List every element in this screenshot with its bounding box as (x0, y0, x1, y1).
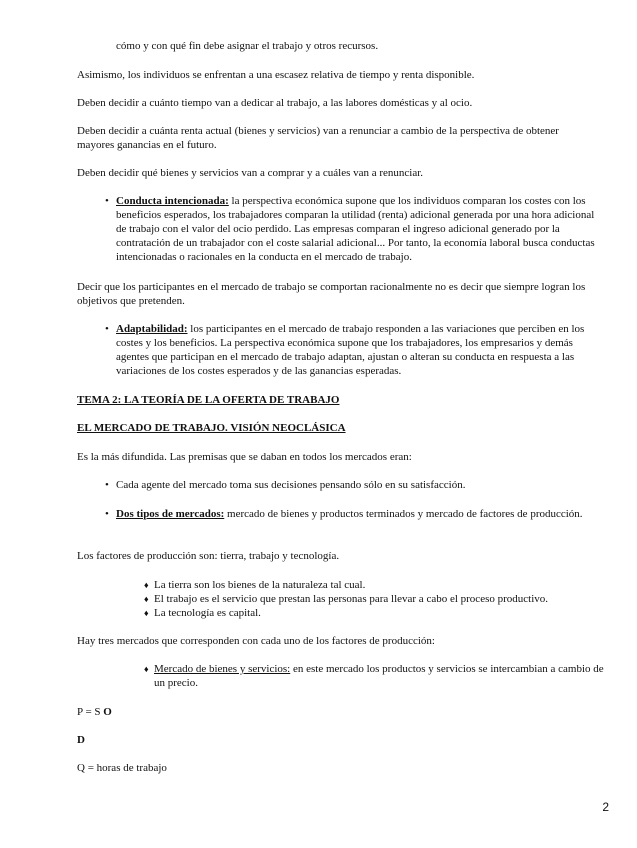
q-definition: Q = horas de trabajo (77, 762, 167, 774)
page-number: 2 (602, 800, 609, 814)
formula-prefix: P = S (77, 706, 104, 718)
term-mercado-bienes: Mercado de bienes y servicios: (154, 663, 291, 675)
bullet-dot-icon: • (105, 195, 109, 207)
diamond-text: en este mercado los productos y servicios se intercambian a cambio de un precio. (154, 663, 604, 689)
bullet-conducta-intencionada (105, 194, 595, 264)
diamond-bullet-icon: ♦ (144, 608, 149, 618)
term-dos-tipos: Dos tipos de mercados: (116, 508, 225, 520)
bullet-dot-icon: • (105, 323, 109, 335)
diamond-text: El trabajo es el servicio que prestan las personas para llevar a cabo el proceso productivo. (154, 593, 549, 605)
paragraph-difundida: Es la más difundida. Las premisas que se daban en todos los mercados eran: (77, 451, 412, 463)
paragraph-renta-line2: mayores ganancias en el futuro. (77, 139, 217, 151)
paragraph-escasez: Asimismo, los individuos se enfrentan a una escasez relativa de tiempo y renta disponible. (77, 69, 475, 81)
diamond-bullet-icon: ♦ (144, 580, 149, 590)
term-conducta: Conducta intencionada: (116, 195, 229, 207)
formula-line (77, 705, 605, 719)
formula-bold-o: O (103, 706, 112, 718)
diamond-item-mercado-bienes (144, 662, 604, 690)
paragraph-tres-mercados: Hay tres mercados que corresponden con cada uno de los factores de producción: (77, 635, 435, 647)
diamond-item-trabajo (144, 592, 604, 606)
paragraph-factores: Los factores de producción son: tierra, trabajo y tecnología. (77, 550, 340, 562)
paragraph-tiempo: Deben decidir a cuánto tiempo van a dedicar al trabajo, a las labores domésticas y al ocio. (77, 97, 473, 109)
letter-d: D (77, 734, 85, 746)
diamond-text: La tierra son los bienes de la naturaleza tal cual. (154, 579, 366, 591)
heading-mercado-trabajo: EL MERCADO DE TRABAJO. VISIÓN NEOCLÁSICA (77, 422, 346, 434)
paragraph-renta-line1: Deben decidir a cuánta renta actual (bienes y servicios) van a renunciar a cambio de la perspectiva de obtener (77, 125, 559, 137)
bullet-text: mercado de bienes y productos terminados y mercado de factores de producción. (224, 508, 583, 520)
bullet-dos-tipos (105, 507, 595, 521)
diamond-bullet-icon: ♦ (144, 594, 149, 604)
bullet-text: Cada agente del mercado toma sus decisiones pensando sólo en su satisfacción. (116, 479, 466, 491)
diamond-text: La tecnología es capital. (154, 607, 261, 619)
diamond-bullet-icon: ♦ (144, 664, 149, 674)
paragraph-bienes: Deben decidir qué bienes y servicios van a comprar y a cuáles van a renunciar. (77, 167, 424, 179)
bullet-adaptabilidad (105, 322, 595, 378)
heading-tema-2: TEMA 2: LA TEORÍA DE LA OFERTA DE TRABAJO (77, 394, 340, 406)
text-line: cómo y con qué fin debe asignar el trabajo y otros recursos. (116, 40, 379, 52)
bullet-text: la perspectiva económica supone que los individuos comparan los costes con los beneficios esperados, los trabajadores comparan la utilidad (renta) adicional generada por una hora adicional de trabajo con el valor del ocio perdido. Las empresas comparan el ingreso adicional generado por la contratación de un trabajador con el coste salarial adicional... Por tanto, la economía laboral busca conductas intencionadas o racionales en la conducta en el mercado de trabajo. (116, 195, 595, 263)
bullet-dot-icon: • (105, 508, 109, 520)
bullet-text: los participantes en el mercado de trabajo responden a las variaciones que perciben en los costes y los beneficios. La perspectiva económica supone que los trabajadores, los empresarios y demás agentes que participan en el mercado de trabajo adaptan, ajustan o alteran su conducta en respuesta a las variaciones de los costes esperados y de las ganancias esperadas. (116, 323, 585, 377)
term-adaptabilidad: Adaptabilidad: (116, 323, 188, 335)
paragraph-racional: Decir que los participantes en el mercado de trabajo se comportan racionalmente no es decir que siempre logran los objetivos que pretenden. (77, 281, 586, 307)
bullet-agente (105, 478, 595, 492)
diamond-item-tierra (144, 578, 604, 592)
bullet-dot-icon: • (105, 479, 109, 491)
diamond-item-tecnologia (144, 606, 604, 620)
